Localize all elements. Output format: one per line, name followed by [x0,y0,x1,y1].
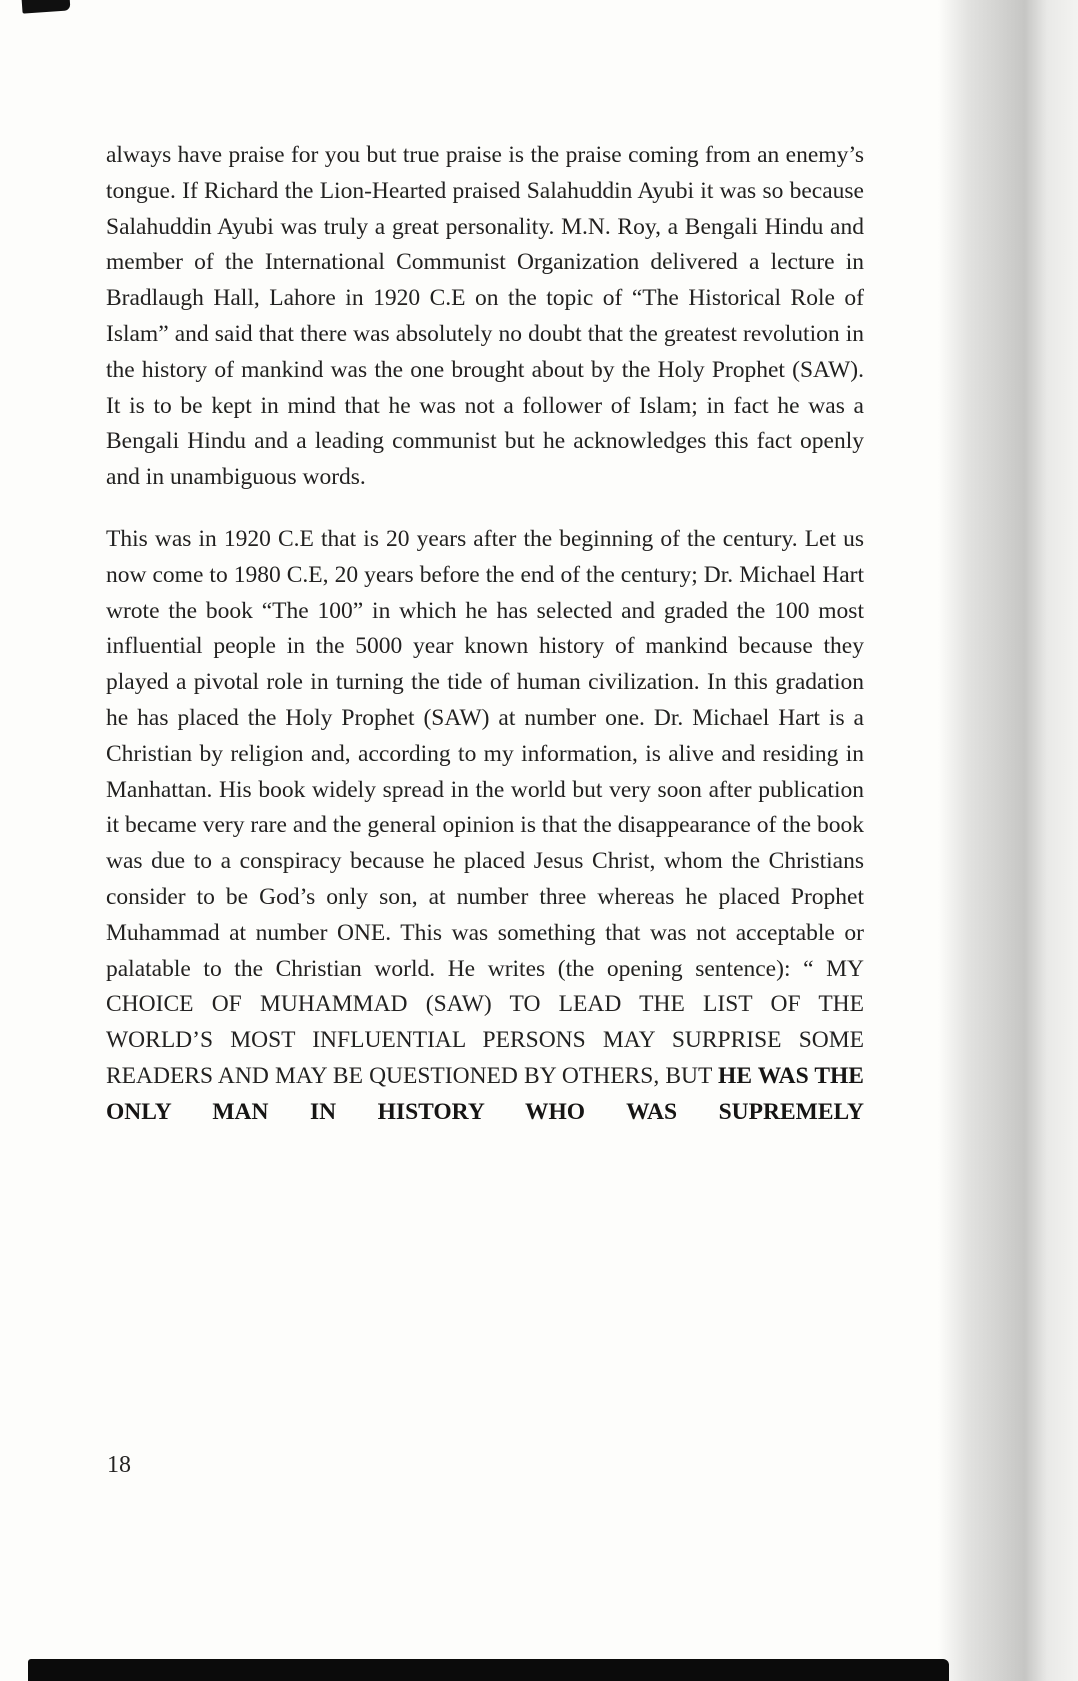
page-text-block [106,138,864,1131]
page-number: 18 [107,1452,131,1478]
paragraph-2-bold-text: HE WAS THE ONLY MAN IN HISTORY WHO WAS SUPREMELY [106,1062,864,1125]
paragraph-2 [106,522,864,1131]
paragraph-1: always have praise for you but true praise is the praise coming from an enemy’s tongue. If Richard the Lion-Hearted praised Salahuddin Ayubi it was so because Salahuddin Ayubi was truly a great personality. M.N. Roy, a Bengali Hindu and member of the International Communist Organization delivered a lecture in Bradlaugh Hall, Lahore in 1920 C.E on the topic of “The Historical Role of Islam” and said that there was absolutely no doubt that the greatest revolution in the history of mankind was the one brought about by the Holy Prophet (SAW). It is to be kept in mind that he was not a follower of Islam; in fact he was a Bengali Hindu and a leading communist but he acknowledges this fact openly and in unambiguous words. [106,142,864,491]
scan-artifact-top-left [22,0,71,14]
page-edge-shadow [938,0,1078,1681]
scan-artifact-bottom [28,1659,949,1681]
paragraph-2-text: This was in 1920 C.E that is 20 years after the beginning of the century. Let us now come to 1980 C.E, 20 years before the end of the century; Dr. Michael Hart wrote the book “The 100” in which he has selected and graded the 100 most influential people in the 5000 year known history of mankind because they played a pivotal role in turning the tide of human civilization. In this gradation he has placed the Holy Prophet (SAW) at number one. Dr. Michael Hart is a Christian by religion and, according to my information, is alive and residing in Manhattan. His book widely spread in the world but very soon after publication it became very rare and the general opinion is that the disappearance of the book was due to a conspiracy because he placed Jesus Christ, whom the Christians consider to be God’s only son, at number three whereas he placed Prophet Muhammad at number ONE. This was something that was not acceptable or palatable to the Christian world. He writes (the opening sentence): “ MY CHOICE OF MUHAMMAD (SAW) TO LEAD THE LIST OF THE WORLD’S MOST INFLUENTIAL PERSONS MAY SURPRISE SOME READERS AND MAY BE QUESTIONED BY OTHERS, BUT [106,525,864,1089]
